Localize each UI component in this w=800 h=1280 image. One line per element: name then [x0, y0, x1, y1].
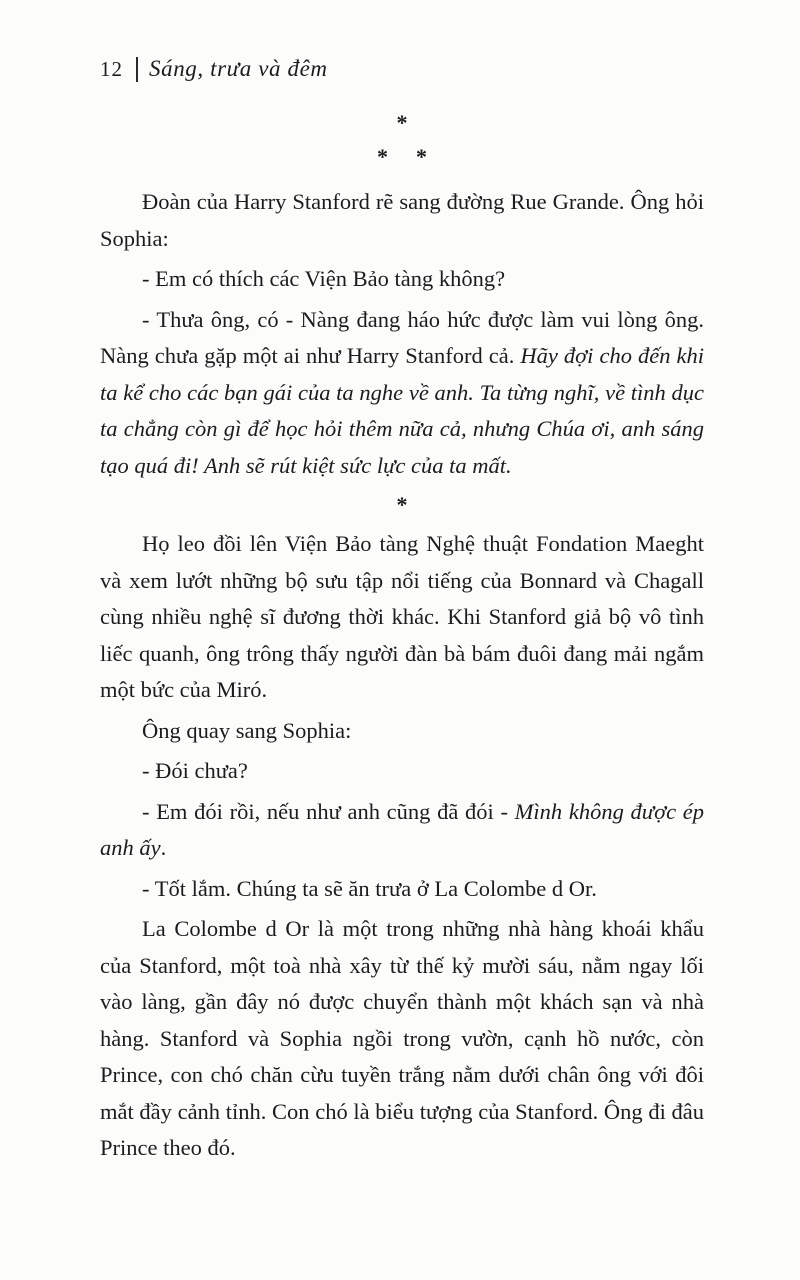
- asterisk: *: [377, 144, 388, 169]
- text-run: - Đói chưa?: [142, 758, 248, 783]
- italic-text-run: Hãy đợi cho đến khi ta kể cho các bạn gái của ta nghe về anh. Ta từng nghĩ, về tình dục ta chẳng còn gì để học hỏi thêm nữa cả, nhưng Chúa ơi, anh sáng tạo quá đi! Anh sẽ rút kiệt sức lực của ta mất.: [100, 343, 704, 478]
- header-divider: [136, 57, 138, 82]
- page-header: [100, 56, 704, 82]
- asterisk: *: [416, 144, 427, 169]
- paragraph: [100, 713, 704, 750]
- section-separator: [100, 110, 704, 136]
- text-run: - Thưa ông, có - Nàng đang háo hức được làm vui lòng ông. Nàng chưa gặp một ai như Harry Stanford cả.: [100, 306, 704, 368]
- text-run: .: [160, 835, 167, 860]
- paragraph: [100, 753, 704, 790]
- text-run: Họ leo đồi lên Viện Bảo tàng Nghệ thuật Fondation Maeght và xem lướt những bộ sưu tập nổi tiếng của Bonnard và Chagall cùng nhiều nghệ sĩ đương thời khác. Khi Stanford giả bộ vô tình liếc quanh, ông trông thấy người đàn bà bám đuôi đang mải ngắm một bức của Miró.: [100, 531, 704, 702]
- page-number: 12: [100, 56, 123, 81]
- page-body: [100, 110, 704, 1167]
- paragraph: [100, 871, 704, 908]
- paragraph: [100, 302, 704, 485]
- section-separator: [100, 492, 704, 518]
- text-run: - Em đói rồi, nếu như anh cũng đã đói -: [142, 798, 515, 824]
- paragraph: [100, 184, 704, 257]
- text-run: - Tốt lắm. Chúng ta sẽ ăn trưa ở La Colombe d Or.: [142, 875, 597, 901]
- text-run: - Em có thích các Viện Bảo tàng không?: [142, 266, 506, 291]
- italic-text-run: Mình không được ép anh ấy: [100, 798, 704, 860]
- asterisk: *: [396, 110, 408, 135]
- text-run: Ông quay sang Sophia:: [142, 717, 352, 743]
- section-separator: [100, 144, 704, 170]
- text-run: La Colombe d Or là một trong những nhà hàng khoái khẩu của Stanford, một toà nhà xây từ thế kỷ mười sáu, nằm ngay lối vào làng, gần đây nó được chuyển thành một khách sạn và nhà hàng. Stanford và Sophia ngồi trong vườn, cạnh hồ nước, còn Prince, con chó chăn cừu tuyền trắng nằm dưới chân ông với đôi mắt đầy cảnh tỉnh. Con chó là biểu tượng của Stanford. Ông đi đâu Prince theo đó.: [100, 916, 704, 1160]
- paragraph: [100, 261, 704, 298]
- paragraph: [100, 911, 704, 1167]
- book-title: Sáng, trưa và đêm: [149, 56, 328, 81]
- paragraph: [100, 526, 704, 709]
- asterisk: *: [396, 492, 408, 517]
- text-run: Đoàn của Harry Stanford rẽ sang đường Rue Grande. Ông hỏi Sophia:: [100, 189, 704, 251]
- paragraph: [100, 794, 704, 867]
